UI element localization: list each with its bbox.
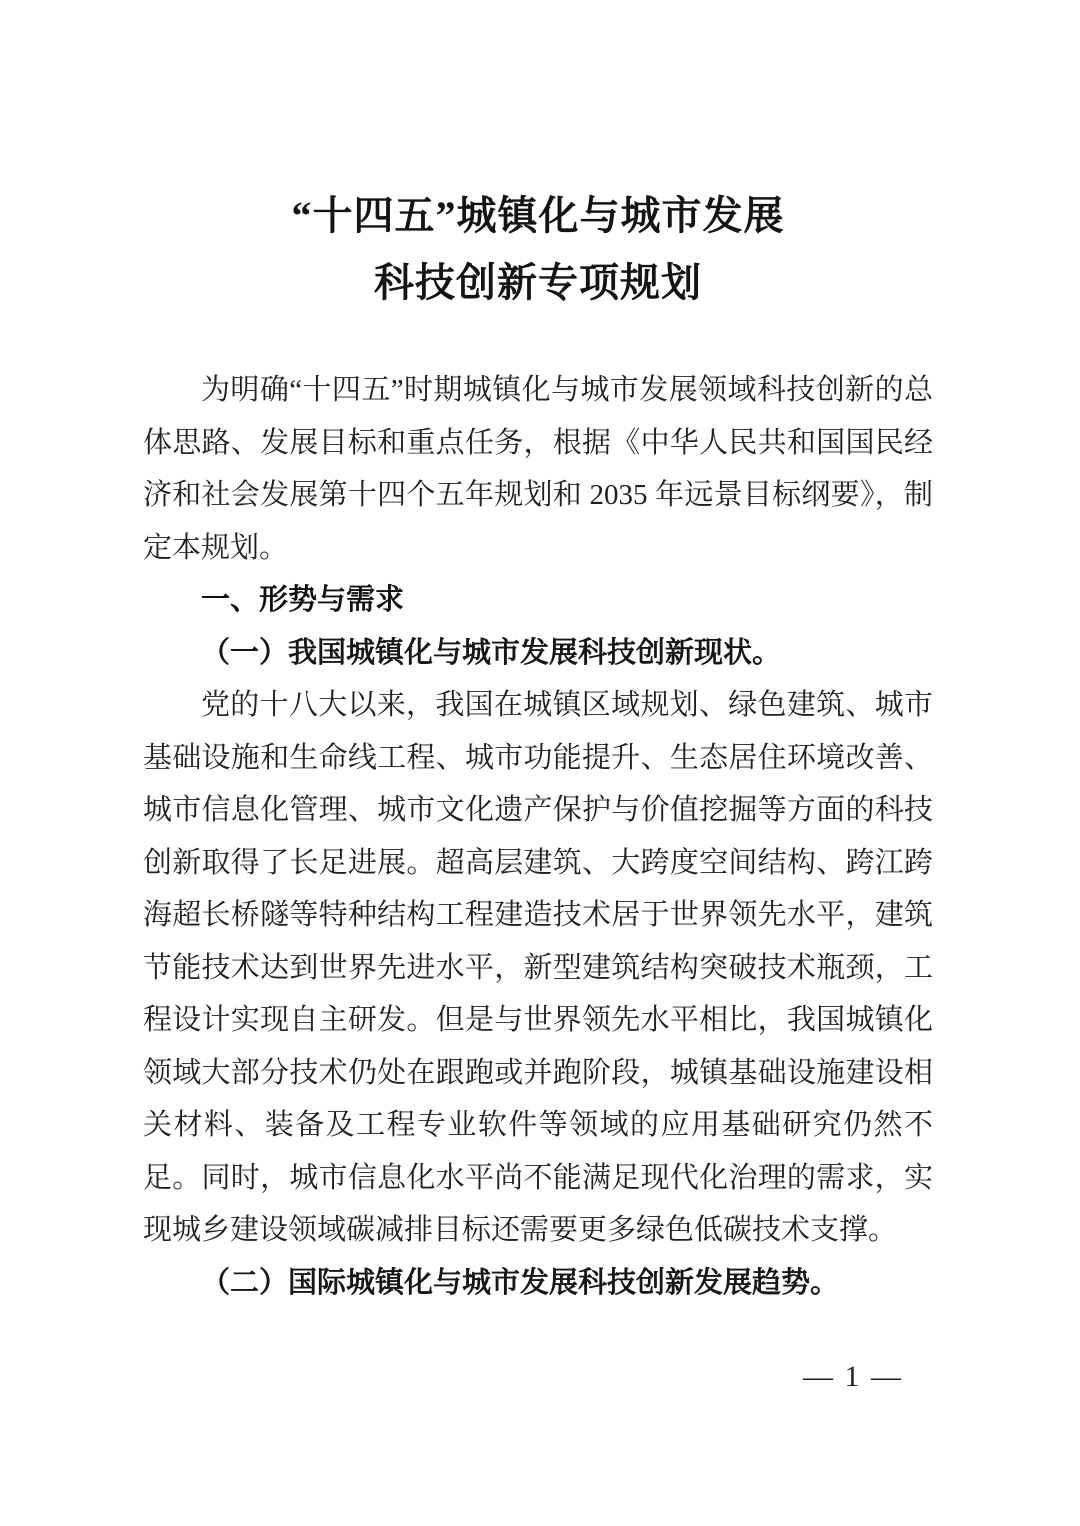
subsection-1-heading: （一）我国城镇化与城市发展科技创新现状。 (201, 636, 782, 669)
page-content (143, 0, 933, 1309)
body-paragraph-1: 党的十八大以来，我国在城镇区域规划、绿色建筑、城市基础设施和生命线工程、城市功能提升、生态居住环境改善、城市信息化管理、城市文化遗产保护与价值挖掘等方面的科技创新取得了长足进展。超高层建筑、大跨度空间结构、跨江跨海超长桥隧等特种结构工程建造技术居于世界领先水平，建筑节能技术达到世界先进水平，新型建筑结构突破技术瓶颈，工程设计实现自主研发。但是与世界领先水平相比，我国城镇化领域大部分技术仍处在跟跑或并跑阶段，城镇基础设施建设相关材料、装备及工程专业软件等领域的应用基础研究仍然不足。同时，城市信息化水平尚不能满足现代化治理的需求，实现城乡建设领域碳减排目标还需要更多绿色低碳技术支撑。 (143, 689, 933, 1246)
title-line-1: “十四五”城镇化与城市发展 (291, 193, 785, 238)
title-line-2: 科技创新专项规划 (374, 260, 702, 305)
section-1-heading: 一、形势与需求 (201, 584, 405, 616)
intro-paragraph: 为明确“十四五”时期城镇化与城市发展领域科技创新的总体思路、发展目标和重点任务，根据《中华人民共和国国民经济和社会发展第十四个五年规划和 2035 年远景目标纲要》，制定本规划。 (143, 374, 933, 564)
page-title (143, 182, 933, 316)
subsection-2-heading: （二）国际城镇化与城市发展科技创新发展趋势。 (201, 1266, 840, 1299)
page-number: — 1 — (803, 1360, 903, 1393)
document-body (143, 364, 933, 1309)
